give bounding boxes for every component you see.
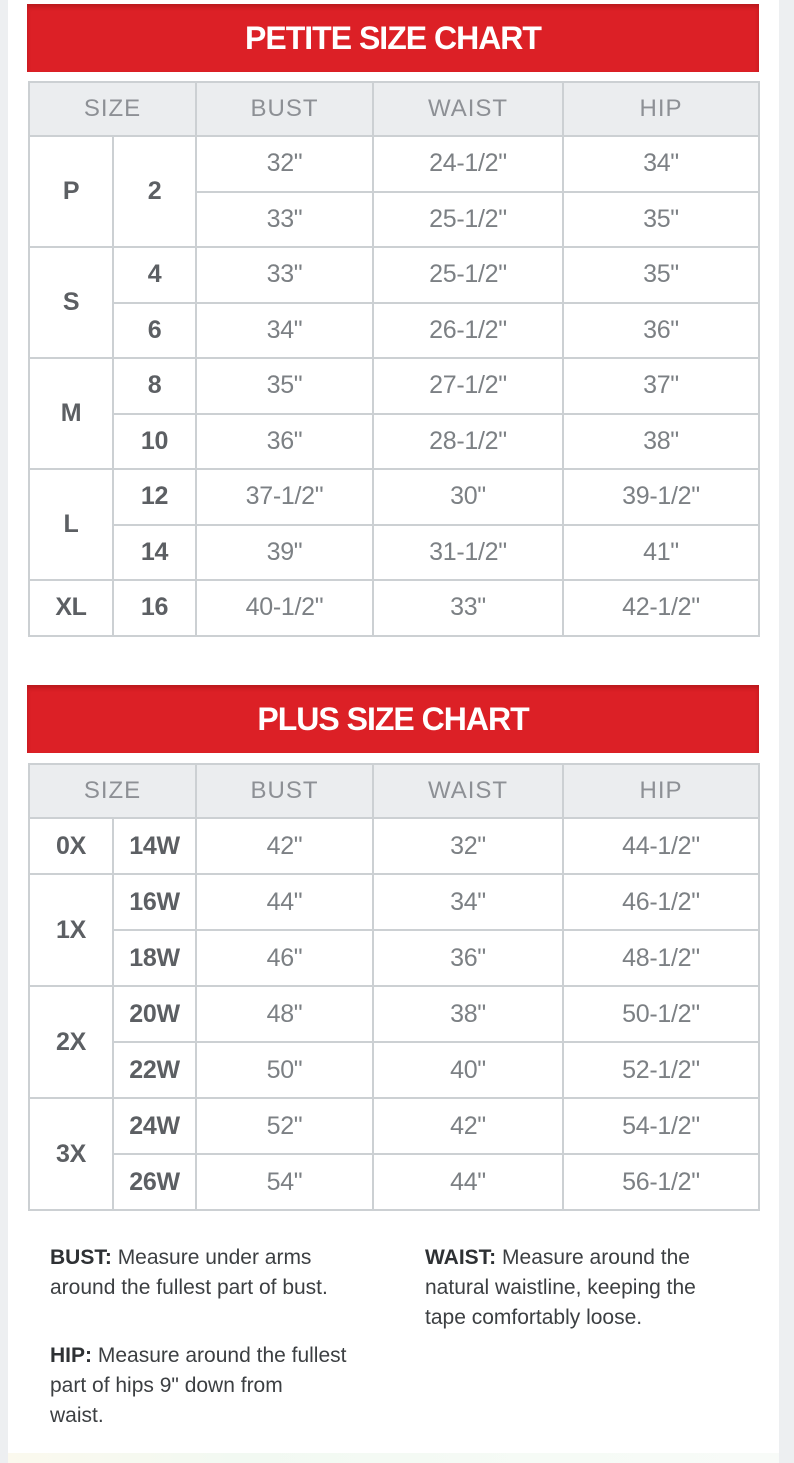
size-cell: 18W	[113, 930, 196, 986]
waist-cell: 30"	[373, 469, 563, 525]
size-group-cell: M	[29, 358, 113, 469]
hip-cell: 52-1/2"	[563, 1042, 759, 1098]
waist-cell: 25-1/2"	[373, 192, 563, 248]
table-row	[29, 818, 759, 874]
page-left-margin	[0, 0, 8, 1463]
bust-cell: 34"	[196, 303, 373, 359]
size-group-cell: 3X	[29, 1098, 113, 1210]
plus-header-row	[29, 764, 759, 818]
note-line: tape comfortably loose.	[425, 1306, 643, 1329]
note-line: Measure around the fullest	[97, 1344, 347, 1367]
note-line: Measure under arms	[117, 1246, 312, 1269]
table-row	[29, 986, 759, 1042]
bust-cell: 33"	[196, 247, 373, 303]
hip-cell: 46-1/2"	[563, 874, 759, 930]
hip-cell: 34"	[563, 136, 759, 192]
bust-cell: 33"	[196, 192, 373, 248]
bust-cell: 50"	[196, 1042, 373, 1098]
table-row	[29, 1154, 759, 1210]
plus-chart-banner	[27, 685, 759, 753]
col-header-waist: WAIST	[373, 764, 563, 818]
bust-cell: 37-1/2"	[196, 469, 373, 525]
hip-note	[50, 1341, 390, 1431]
bust-cell: 35"	[196, 358, 373, 414]
bust-note-label: BUST:	[50, 1246, 112, 1269]
note-line: Measure around the	[502, 1246, 690, 1269]
waist-cell: 31-1/2"	[373, 525, 563, 581]
page-right-margin	[779, 0, 794, 1463]
hip-cell: 35"	[563, 247, 759, 303]
size-cell: 10	[113, 414, 196, 470]
hip-cell: 56-1/2"	[563, 1154, 759, 1210]
hip-cell: 39-1/2"	[563, 469, 759, 525]
hip-cell: 44-1/2"	[563, 818, 759, 874]
bust-cell: 46"	[196, 930, 373, 986]
note-line: around the fullest part of bust.	[50, 1276, 328, 1299]
table-row	[29, 358, 759, 414]
waist-note	[425, 1243, 745, 1333]
size-cell: 2	[113, 136, 196, 247]
size-cell: 16W	[113, 874, 196, 930]
bust-cell: 54"	[196, 1154, 373, 1210]
waist-cell: 25-1/2"	[373, 247, 563, 303]
hip-cell: 50-1/2"	[563, 986, 759, 1042]
waist-cell: 42"	[373, 1098, 563, 1154]
size-group-cell: XL	[29, 580, 113, 636]
bottom-edge-band	[8, 1453, 779, 1463]
size-group-cell: L	[29, 469, 113, 580]
petite-size-table	[28, 81, 760, 637]
size-cell: 24W	[113, 1098, 196, 1154]
col-header-bust: BUST	[196, 764, 373, 818]
plus-chart-title: PLUS SIZE CHART	[257, 700, 529, 737]
size-group-cell: 0X	[29, 818, 113, 874]
waist-cell: 24-1/2"	[373, 136, 563, 192]
size-cell: 20W	[113, 986, 196, 1042]
waist-cell: 27-1/2"	[373, 358, 563, 414]
waist-cell: 34"	[373, 874, 563, 930]
table-row	[29, 1098, 759, 1154]
table-row	[29, 303, 759, 359]
size-group-cell: 2X	[29, 986, 113, 1098]
waist-cell: 28-1/2"	[373, 414, 563, 470]
plus-size-table	[28, 763, 760, 1211]
col-header-hip: HIP	[563, 764, 759, 818]
note-line: waist.	[50, 1404, 104, 1427]
table-row	[29, 874, 759, 930]
petite-chart-banner	[27, 4, 759, 72]
bust-cell: 52"	[196, 1098, 373, 1154]
col-header-hip: HIP	[563, 82, 759, 136]
size-cell: 14	[113, 525, 196, 581]
bust-cell: 40-1/2"	[196, 580, 373, 636]
petite-header-row	[29, 82, 759, 136]
size-cell: 6	[113, 303, 196, 359]
table-row	[29, 580, 759, 636]
bust-cell: 32"	[196, 136, 373, 192]
table-row	[29, 247, 759, 303]
size-cell: 26W	[113, 1154, 196, 1210]
waist-cell: 44"	[373, 1154, 563, 1210]
hip-cell: 38"	[563, 414, 759, 470]
waist-note-label: WAIST:	[425, 1246, 497, 1269]
waist-cell: 36"	[373, 930, 563, 986]
note-line: part of hips 9" down from	[50, 1374, 283, 1397]
size-cell: 14W	[113, 818, 196, 874]
size-group-cell: 1X	[29, 874, 113, 986]
hip-cell: 37"	[563, 358, 759, 414]
table-row	[29, 469, 759, 525]
petite-chart-title: PETITE SIZE CHART	[245, 19, 541, 56]
size-cell: 16	[113, 580, 196, 636]
hip-cell: 42-1/2"	[563, 580, 759, 636]
hip-cell: 41"	[563, 525, 759, 581]
size-cell: 22W	[113, 1042, 196, 1098]
bust-cell: 36"	[196, 414, 373, 470]
table-row	[29, 930, 759, 986]
hip-cell: 48-1/2"	[563, 930, 759, 986]
note-line: natural waistline, keeping the	[425, 1276, 696, 1299]
waist-cell: 38"	[373, 986, 563, 1042]
waist-cell: 33"	[373, 580, 563, 636]
table-row	[29, 1042, 759, 1098]
size-cell: 12	[113, 469, 196, 525]
bust-cell: 44"	[196, 874, 373, 930]
hip-cell: 54-1/2"	[563, 1098, 759, 1154]
size-group-cell: S	[29, 247, 113, 358]
bust-cell: 48"	[196, 986, 373, 1042]
col-header-size: SIZE	[29, 82, 196, 136]
col-header-size: SIZE	[29, 764, 196, 818]
table-row	[29, 136, 759, 192]
size-cell: 8	[113, 358, 196, 414]
waist-cell: 32"	[373, 818, 563, 874]
col-header-waist: WAIST	[373, 82, 563, 136]
table-row	[29, 525, 759, 581]
bust-cell: 39"	[196, 525, 373, 581]
col-header-bust: BUST	[196, 82, 373, 136]
waist-cell: 26-1/2"	[373, 303, 563, 359]
waist-cell: 40"	[373, 1042, 563, 1098]
bust-cell: 42"	[196, 818, 373, 874]
size-group-cell: P	[29, 136, 113, 247]
bust-note	[50, 1243, 365, 1303]
size-cell: 4	[113, 247, 196, 303]
hip-note-label: HIP:	[50, 1344, 92, 1367]
hip-cell: 35"	[563, 192, 759, 248]
table-row	[29, 414, 759, 470]
hip-cell: 36"	[563, 303, 759, 359]
